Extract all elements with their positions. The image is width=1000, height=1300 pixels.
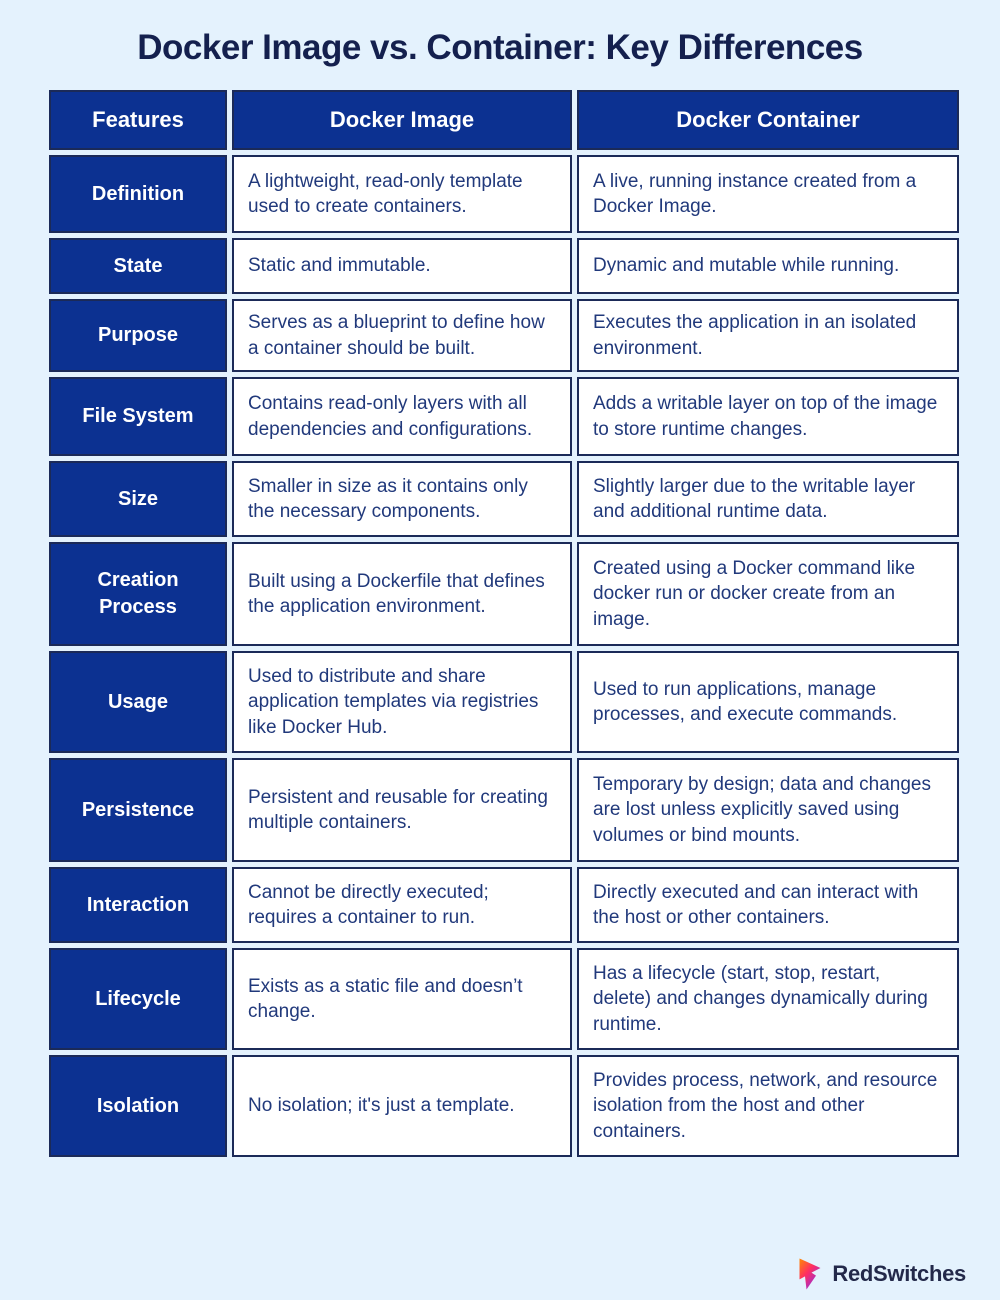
image-cell: Persistent and reusable for creating multiple containers. bbox=[232, 758, 572, 862]
image-cell: Built using a Dockerfile that defines the application environment. bbox=[232, 542, 572, 646]
table-row-state bbox=[49, 238, 959, 294]
image-cell: Smaller in size as it contains only the necessary components. bbox=[232, 461, 572, 537]
table-row-size bbox=[49, 461, 959, 537]
image-cell: Static and immutable. bbox=[232, 238, 572, 294]
comparison-table bbox=[44, 85, 964, 1162]
table-row-definition bbox=[49, 155, 959, 233]
table-row-isolation bbox=[49, 1055, 959, 1157]
feature-label: Purpose bbox=[49, 299, 227, 372]
header-docker-image: Docker Image bbox=[232, 90, 572, 150]
table-row-interaction bbox=[49, 867, 959, 943]
table-row-creation-process bbox=[49, 542, 959, 646]
table-row-purpose bbox=[49, 299, 959, 372]
redswitches-logo-icon bbox=[796, 1258, 823, 1290]
brand-logo bbox=[796, 1258, 966, 1290]
header-docker-container: Docker Container bbox=[577, 90, 959, 150]
image-cell: Exists as a static file and doesn’t change. bbox=[232, 948, 572, 1050]
container-cell: Executes the application in an isolated environment. bbox=[577, 299, 959, 372]
container-cell: Temporary by design; data and changes are lost unless explicitly saved using volumes or bind mounts. bbox=[577, 758, 959, 862]
header-features: Features bbox=[49, 90, 227, 150]
feature-label: File System bbox=[49, 377, 227, 456]
container-cell: Adds a writable layer on top of the image to store runtime changes. bbox=[577, 377, 959, 456]
table-row-persistence bbox=[49, 758, 959, 862]
container-cell: Created using a Docker command like docker run or docker create from an image. bbox=[577, 542, 959, 646]
image-cell: No isolation; it's just a template. bbox=[232, 1055, 572, 1157]
table-row-usage bbox=[49, 651, 959, 753]
image-cell: Used to distribute and share application templates via registries like Docker Hub. bbox=[232, 651, 572, 753]
feature-label: Interaction bbox=[49, 867, 227, 943]
page-title: Docker Image vs. Container: Key Differences bbox=[137, 28, 863, 67]
container-cell: Has a lifecycle (start, stop, restart, delete) and changes dynamically during runtime. bbox=[577, 948, 959, 1050]
feature-label: Usage bbox=[49, 651, 227, 753]
brand-name: RedSwitches bbox=[832, 1261, 966, 1286]
feature-label: Size bbox=[49, 461, 227, 537]
table-header-row bbox=[49, 90, 959, 150]
container-cell: Used to run applications, manage processes, and execute commands. bbox=[577, 651, 959, 753]
container-cell: A live, running instance created from a Docker Image. bbox=[577, 155, 959, 233]
container-cell: Slightly larger due to the writable layer and additional runtime data. bbox=[577, 461, 959, 537]
feature-label: Isolation bbox=[49, 1055, 227, 1157]
feature-label: Creation Process bbox=[49, 542, 227, 646]
feature-label: Definition bbox=[49, 155, 227, 233]
container-cell: Provides process, network, and resource isolation from the host and other containers. bbox=[577, 1055, 959, 1157]
feature-label: Persistence bbox=[49, 758, 227, 862]
container-cell: Dynamic and mutable while running. bbox=[577, 238, 959, 294]
feature-label: Lifecycle bbox=[49, 948, 227, 1050]
image-cell: Contains read-only layers with all dependencies and configurations. bbox=[232, 377, 572, 456]
image-cell: Serves as a blueprint to define how a container should be built. bbox=[232, 299, 572, 372]
table-row-file-system bbox=[49, 377, 959, 456]
image-cell: A lightweight, read-only template used to create containers. bbox=[232, 155, 572, 233]
feature-label: State bbox=[49, 238, 227, 294]
table-row-lifecycle bbox=[49, 948, 959, 1050]
container-cell: Directly executed and can interact with the host or other containers. bbox=[577, 867, 959, 943]
image-cell: Cannot be directly executed; requires a container to run. bbox=[232, 867, 572, 943]
